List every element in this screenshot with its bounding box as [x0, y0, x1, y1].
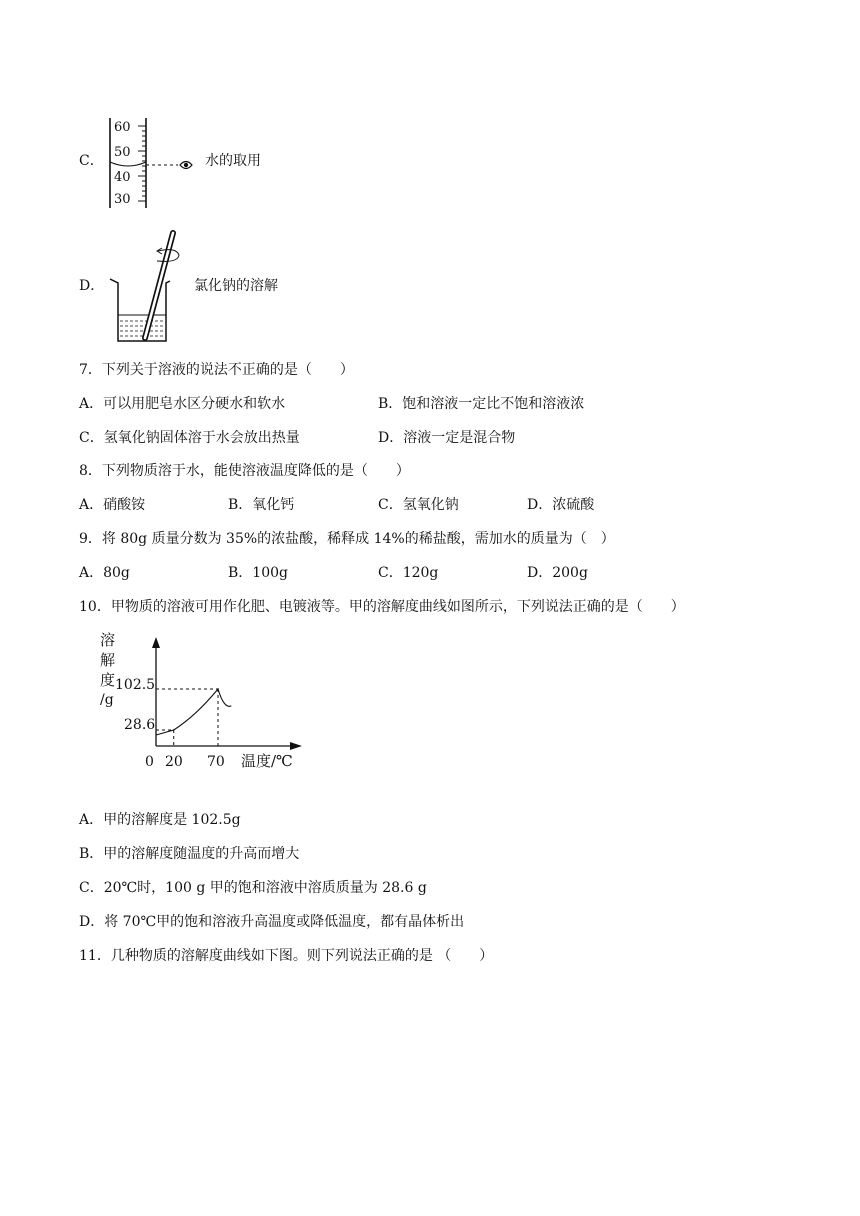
- q7-stem: 7．下列关于溶液的说法不正确的是（ ）: [79, 362, 354, 378]
- q8-option-c: C．氢氧化钠: [378, 497, 459, 513]
- eye-icon: [180, 162, 192, 169]
- q7-option-b: B．饱和溶液一定比不饱和溶液浓: [378, 396, 585, 412]
- q8-stem: 8．下列物质溶于水，能使溶液温度降低的是（ ）: [79, 463, 410, 479]
- y-axis-label: [100, 631, 115, 708]
- q9-option-d: D．200g: [527, 565, 588, 581]
- solubility-curve-chart: [92, 628, 332, 778]
- q10-option-d: D．将 70℃甲的饱和溶液升高温度或降低温度，都有晶体析出: [79, 914, 465, 930]
- q10-option-a: A．甲的溶解度是 102.5g: [79, 812, 241, 828]
- q7-option-a: A．可以用肥皂水区分硬水和软水: [79, 396, 286, 412]
- x-axis-arrow: [290, 742, 302, 750]
- y-label-char-3: 度: [100, 671, 116, 689]
- y-axis-arrow: [152, 637, 160, 648]
- q9-option-b: B．100g: [228, 565, 288, 581]
- option-c-letter: C．: [79, 153, 104, 169]
- option-c-caption: 水的取用: [205, 153, 261, 169]
- x-tick-label-20: 20: [165, 754, 183, 770]
- graduated-cylinder-figure: [100, 112, 210, 212]
- y-label-char-1: 溶: [100, 631, 116, 649]
- cylinder-tick-60: 60: [114, 120, 131, 135]
- cylinder-tick-30: 30: [114, 192, 131, 207]
- q8-option-b: B．氧化钙: [228, 497, 295, 513]
- cylinder-tick-40: 40: [114, 170, 131, 185]
- option-d-caption: 氯化钠的溶解: [194, 278, 278, 294]
- q10-option-c: C．20℃时，100 g 甲的饱和溶液中溶质质量为 28.6 g: [79, 880, 427, 896]
- cylinder-tick-50: 50: [114, 145, 131, 160]
- x-tick-label-70: 70: [207, 754, 225, 770]
- y-label-char-2: 解: [100, 651, 116, 669]
- origin-label: 0: [145, 754, 154, 770]
- q7-option-c: C．氢氧化钠固体溶于水会放出热量: [79, 430, 300, 446]
- solubility-curve-line: [156, 689, 231, 735]
- q9-stem: 9．将 80g 质量分数为 35%的浓盐酸，稀释成 14%的稀盐酸，需加水的质量为（ ）: [79, 531, 615, 547]
- y-tick-label-102.5: 102.5: [115, 677, 156, 693]
- q8-option-a: A．硝酸铵: [79, 497, 146, 513]
- q10-stem: 10．甲物质的溶液可用作化肥、电镀液等。甲的溶解度曲线如图所示，下列说法正确的是（ ）: [79, 599, 685, 615]
- q8-option-d: D．浓硫酸: [527, 497, 595, 513]
- q10-option-b: B．甲的溶解度随温度的升高而增大: [79, 846, 300, 862]
- x-axis-label: 温度/℃: [241, 752, 293, 770]
- option-d-letter: D．: [79, 278, 105, 294]
- q7-option-d: D．溶液一定是混合物: [378, 430, 516, 446]
- y-tick-label-28.6: 28.6: [124, 717, 156, 733]
- q9-option-c: C．120g: [378, 565, 439, 581]
- q11-stem: 11．几种物质的溶解度曲线如下图。则下列说法正确的是 （ ）: [79, 948, 494, 964]
- q9-option-a: A．80g: [79, 565, 130, 581]
- y-label-char-4: /g: [100, 692, 114, 708]
